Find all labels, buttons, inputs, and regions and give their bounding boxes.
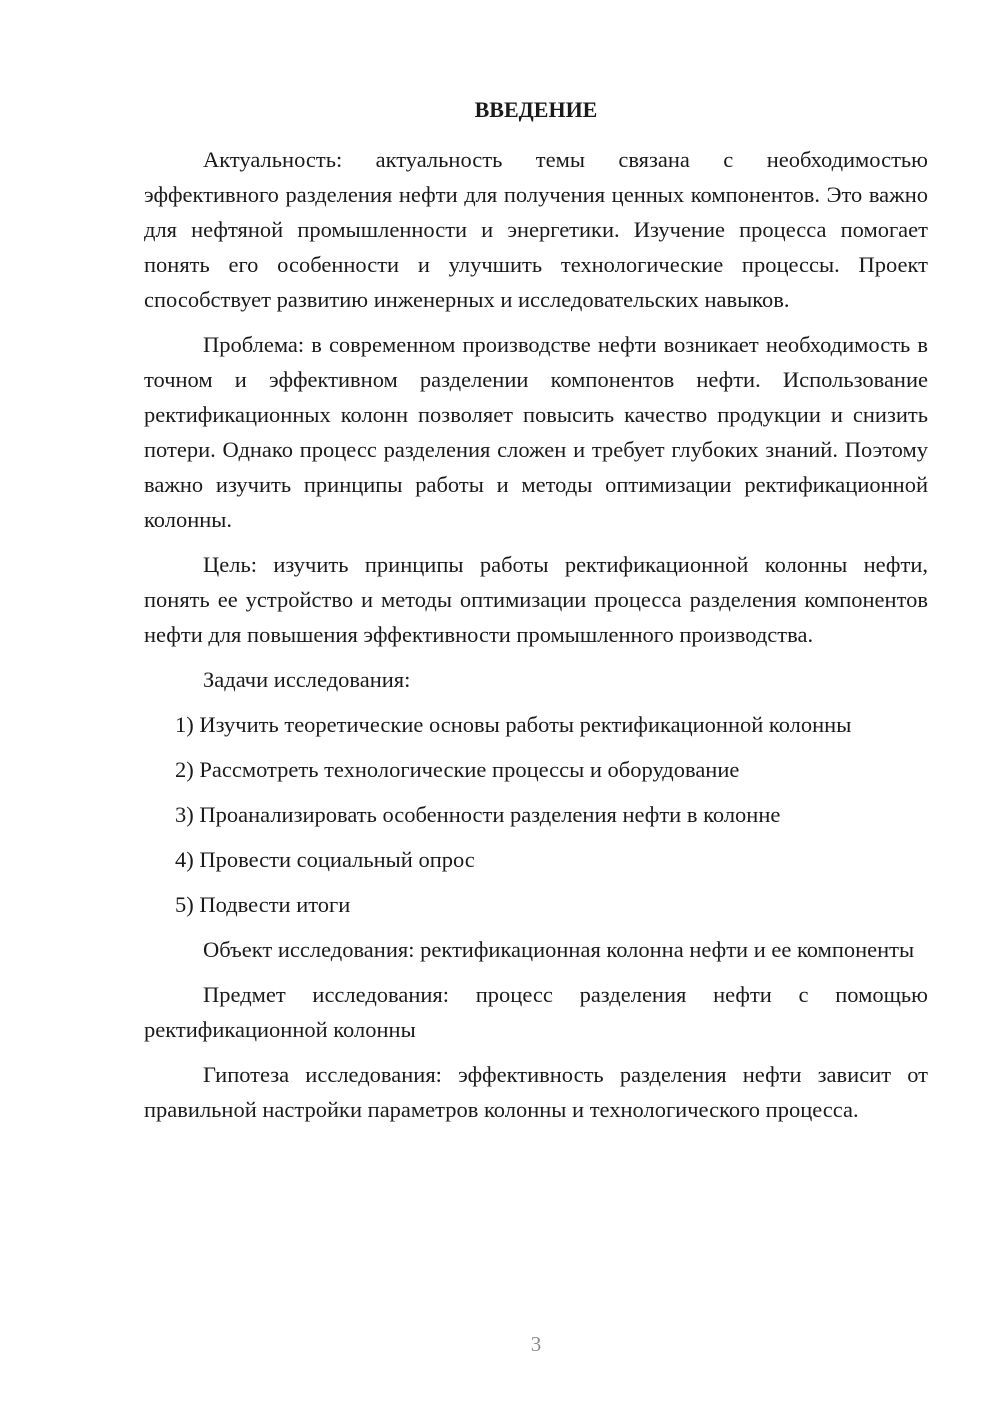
tasks-heading: Задачи исследования: [203,667,411,692]
subject-paragraph: Предмет исследования: процесс разделения нефти с помощью ректификационной колонны [144,982,928,1042]
object-paragraph: Объект исследования: ректификационная колонна нефти и ее компоненты [203,937,915,962]
relevance-paragraph: Актуальность: актуальность темы связана с необходимостью эффективного разделения нефти для получения ценных компонентов. Это важно для нефтяной промышленности и энергетики. Изучение процесса помогает понять его особенности и улучшить технологические процессы. Проект способствует развитию инженерных и исследовательских навыков. [144,147,928,312]
page-number: 3 [530,1332,542,1356]
list-item: 3) Проанализировать особенности разделения нефти в колонне [175,802,781,827]
list-item: 2) Рассмотреть технологические процессы и оборудование [175,757,740,782]
hypothesis-paragraph: Гипотеза исследования: эффективность разделения нефти зависит от правильной настройки параметров колонны и технологического процесса. [144,1062,928,1122]
list-item: 4) Провести социальный опрос [175,847,475,872]
goal-paragraph: Цель: изучить принципы работы ректификационной колонны нефти, понять ее устройство и методы оптимизации процесса разделения компонентов нефти для повышения эффективности промышленного производства. [144,552,928,647]
list-item: 1) Изучить теоретические основы работы ректификационной колонны [175,712,852,737]
list-item: 5) Подвести итоги [175,892,351,917]
tasks-list [144,707,928,922]
page-title: ВВЕДЕНИЕ [474,97,598,122]
problem-paragraph: Проблема: в современном производстве нефти возникает необходимость в точном и эффективном разделении компонентов нефти. Использование ректификационных колонн позволяет повысить качество продукции и снизить потери. Однако процесс разделения сложен и требует глубоких знаний. Поэтому важно изучить принципы работы и методы оптимизации ректификационной колонны. [144,332,928,532]
document-page [144,94,928,1137]
